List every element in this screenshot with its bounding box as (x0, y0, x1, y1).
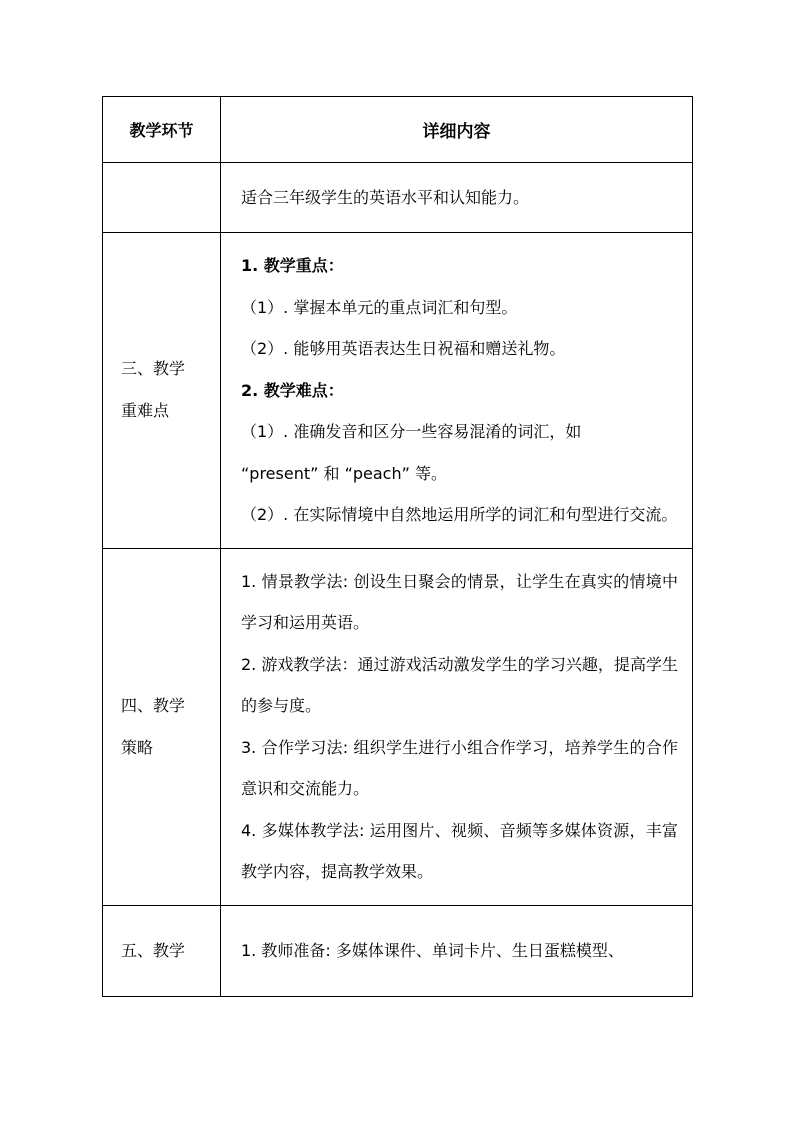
difficult-point-2: （2）. 在实际情境中自然地运用所学的词汇和句型进行交流。 (241, 505, 678, 524)
difficult-points-title: 2. 教学难点： (241, 380, 344, 400)
header-stage: 教学环节 (103, 97, 221, 163)
table-row-strategy (103, 548, 693, 905)
row-difficulty-content (221, 233, 693, 549)
table-row-difficulty (103, 233, 693, 549)
difficulty-label-line1: 三、教学 (121, 359, 186, 379)
row-prep-label (103, 905, 221, 996)
table-row-fit (103, 163, 693, 233)
table-header-row (103, 97, 693, 163)
difficult-point-1b: “present” 和 “peach” 等。 (241, 463, 447, 483)
fit-text: 适合三年级学生的英语水平和认知能力。 (241, 187, 530, 207)
row-prep-content (221, 905, 693, 996)
row-strategy-label (103, 548, 221, 905)
row-difficulty-label (103, 233, 221, 549)
key-point-2: （2）. 能够用英语表达生日祝福和赠送礼物。 (241, 339, 566, 358)
strategy-item-2: 2. 游戏教学法：通过游戏活动激发学生的学习兴趣，提高学生的参与度。 (241, 654, 678, 715)
row-strategy-content (221, 548, 693, 905)
difficulty-label-line2: 重难点 (121, 401, 170, 421)
prep-label-line1: 五、教学 (121, 940, 186, 960)
table-row-preparation (103, 905, 693, 996)
strategy-item-4: 4. 多媒体教学法: 运用图片、视频、音频等多媒体资源，丰富教学内容，提高教学效果。 (241, 820, 678, 881)
header-details: 详细内容 (221, 97, 693, 163)
strategy-label-line1: 四、教学 (121, 695, 186, 715)
row-fit-content (221, 163, 693, 233)
strategy-item-1: 1. 情景教学法: 创设生日聚会的情景，让学生在真实的情境中学习和运用英语。 (241, 571, 678, 632)
key-point-1: （1）. 掌握本单元的重点词汇和句型。 (241, 297, 518, 317)
strategy-label-line2: 策略 (121, 737, 154, 757)
lesson-plan-table (102, 96, 693, 997)
strategy-item-3: 3. 合作学习法: 组织学生进行小组合作学习，培养学生的合作意识和交流能力。 (241, 737, 678, 798)
row-fit-label (103, 163, 221, 233)
key-points-title: 1. 教学重点： (241, 256, 344, 275)
prep-item-1: 1. 教师准备: 多媒体课件、单词卡片、生日蛋糕模型、 (241, 940, 624, 960)
difficult-point-1a: （1）. 准确发音和区分一些容易混淆的词汇，如 (241, 422, 582, 441)
